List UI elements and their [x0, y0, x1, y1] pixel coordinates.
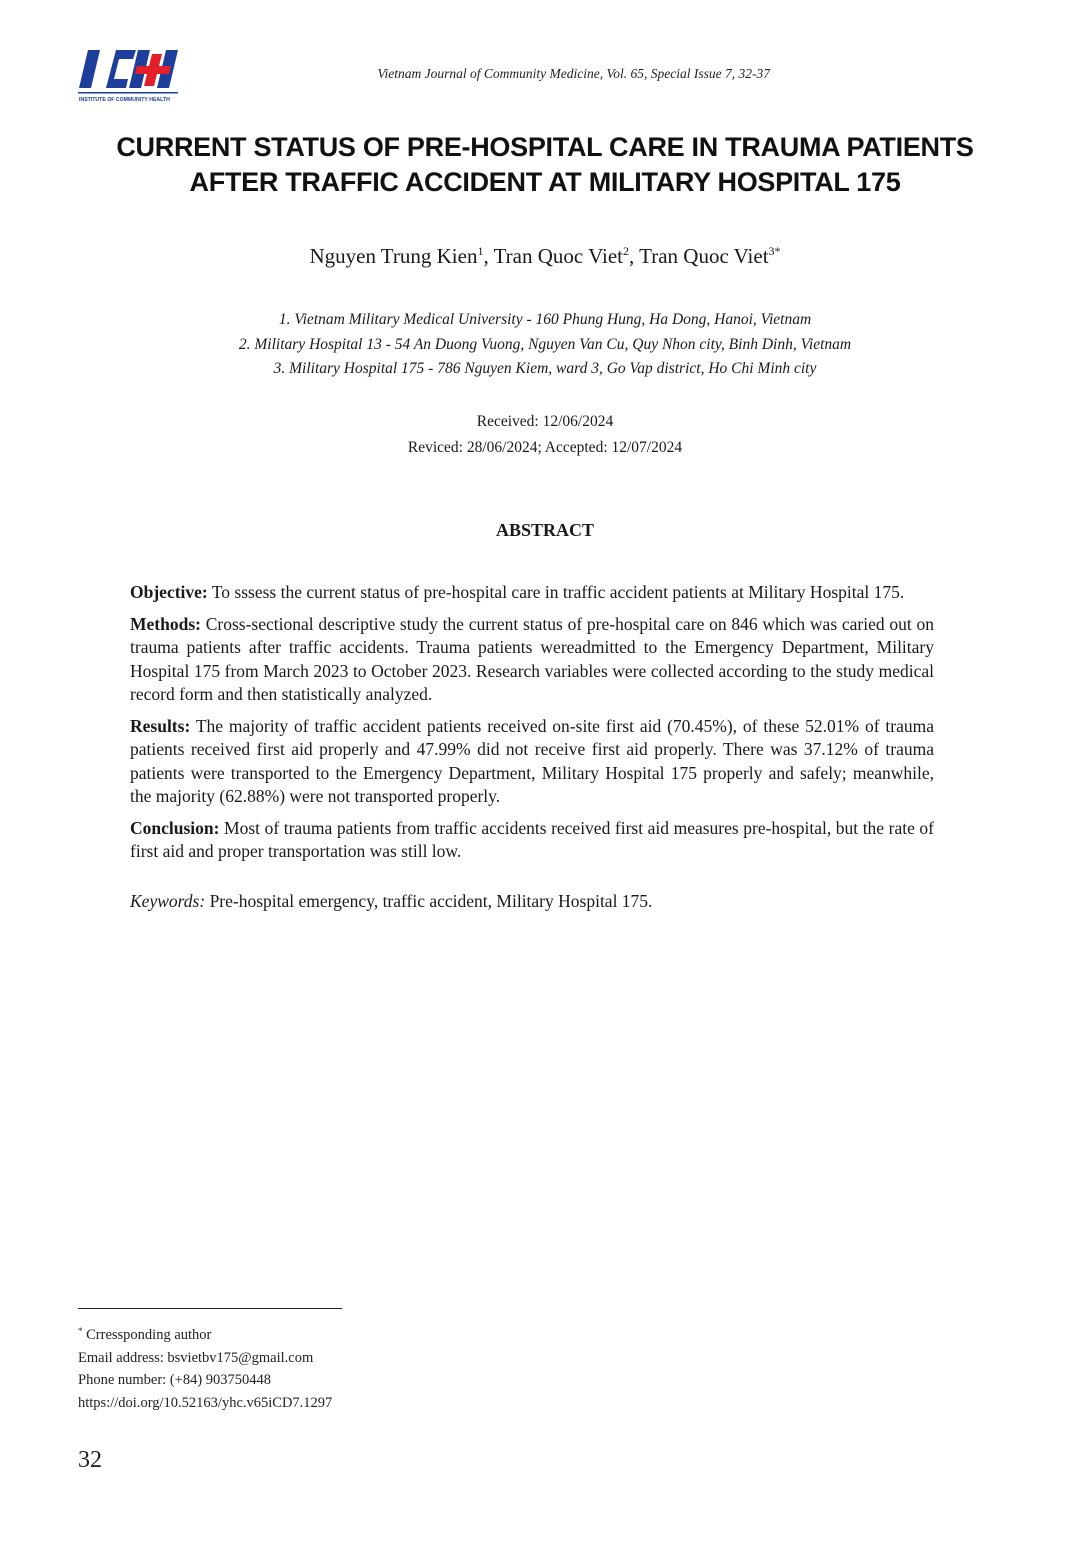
author-separator: ,: [483, 244, 494, 268]
logo-caption: INSTITUTE OF COMMUNITY HEALTH: [79, 97, 170, 103]
keywords: [130, 890, 934, 914]
conclusion-label: Conclusion:: [130, 817, 220, 838]
conclusion-text: Most of trauma patients from traffic accidents received first aid measures pre-hospital, but the rate of first aid and proper transportation was still low.: [130, 817, 934, 861]
paper-title: [60, 130, 1030, 200]
author-name: Nguyen Trung Kien: [309, 244, 478, 268]
author-affil-mark: 3*: [768, 244, 781, 258]
author-list: [0, 244, 1090, 269]
title-line-1: CURRENT STATUS OF PRE-HOSPITAL CARE IN TRAUMA PATIENTS: [116, 132, 974, 162]
abstract-heading: ABSTRACT: [495, 520, 595, 540]
abstract-methods: [130, 613, 934, 707]
corresponding-author-note: [78, 1320, 332, 1347]
methods-text: Cross-sectional descriptive study the current status of pre-hospital care on 846 which was caried out on trauma patients after traffic accidents. Trauma patients wereadmitted to the Emergency Department, Military Hospital 175 from March 2023 to October 2023. Research variables were collected according to the study medical record form and then statistically analyzed.: [130, 613, 934, 704]
results-label: Results:: [130, 715, 191, 736]
methods-label: Methods:: [130, 613, 201, 634]
abstract-results: [130, 715, 934, 809]
affiliation-list: [0, 308, 1090, 382]
abstract-body: [130, 581, 934, 921]
corresponding-label: Crressponding author: [82, 1327, 212, 1343]
results-text: The majority of traffic accident patients received on-site first aid (70.45%), of these 52.01% of trauma patients received first aid properly and 47.99% did not receive first aid properly. There was 37.12% of trauma patients were transported to the Emergency Department, Military Hospital 175 properly and safely; meanwhile, the majority (62.88%) were not transported properly.: [130, 715, 934, 806]
affiliation-item: 2. Military Hospital 13 - 54 An Duong Vuong, Nguyen Van Cu, Quy Nhon city, Binh Dinh, Vietnam: [238, 335, 852, 353]
author-affil-mark: 1: [477, 244, 484, 258]
received-date: Received: 12/06/2024: [476, 413, 614, 430]
author-separator: ,: [629, 244, 640, 268]
phone-number: Phone number: (+84) 903750448: [78, 1372, 272, 1388]
footnotes: [78, 1320, 332, 1414]
email-address: Email address: bsvietbv175@gmail.com: [78, 1349, 314, 1366]
objective-label: Objective:: [130, 582, 208, 602]
journal-header: Vietnam Journal of Community Medicine, Vol. 65, Special Issue 7, 32-37: [377, 66, 770, 81]
affiliation-item: 3. Military Hospital 175 - 786 Nguyen Kiem, ward 3, Go Vap district, Ho Chi Minh city: [273, 360, 817, 377]
submission-dates: [0, 409, 1090, 461]
journal-logo: [78, 44, 184, 106]
keywords-label: Keywords:: [130, 890, 206, 911]
title-line-2: AFTER TRAFFIC ACCIDENT AT MILITARY HOSPITAL 175: [189, 167, 901, 197]
abstract-conclusion: [130, 817, 934, 864]
doi-link[interactable]: https://doi.org/10.52163/yhc.v65iCD7.1297: [78, 1394, 333, 1411]
author-affil-mark: 2: [623, 244, 629, 258]
affiliation-item: 1. Vietnam Military Medical University - 160 Phung Hung, Ha Dong, Hanoi, Vietnam: [278, 311, 812, 328]
footnote-mark: *: [78, 1326, 83, 1336]
page-number: 32: [78, 1447, 102, 1473]
footnote-divider: [78, 1308, 342, 1309]
author-name: Tran Quoc Viet: [493, 244, 623, 268]
author-name: Tran Quoc Viet: [639, 244, 769, 268]
revised-accepted-date: Reviced: 28/06/2024; Accepted: 12/07/2024: [407, 439, 683, 456]
keywords-text: Pre-hospital emergency, traffic accident, Military Hospital 175.: [205, 890, 653, 911]
objective-text: To sssess the current status of pre-hospital care in traffic accident patients at Military Hospital 175.: [207, 582, 905, 602]
abstract-objective: [130, 581, 934, 605]
